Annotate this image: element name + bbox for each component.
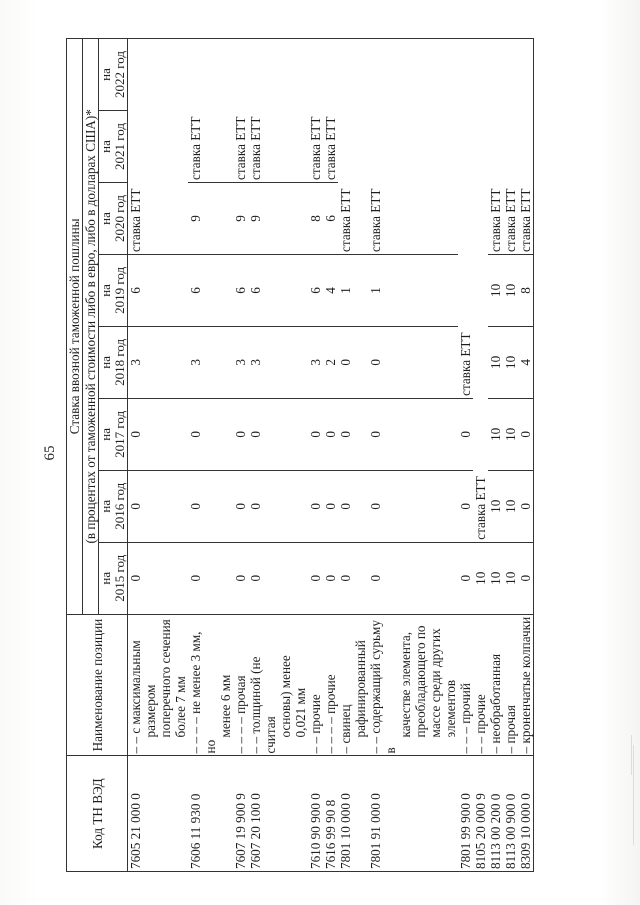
rate-cell: 6 [323,182,338,254]
rate-cell: 0 [248,542,308,614]
row-code: 7801 91 000 0 [368,756,458,872]
header-year-label: 2021 год [112,123,127,171]
rate-cell: 3 [128,326,189,398]
table-row [473,39,488,872]
header-year-label: 2017 год [112,410,127,458]
table-row [458,39,473,872]
row-name [248,614,308,756]
header-year-prefix: на [98,499,113,513]
tariff-table [66,38,534,872]
rate-cell: 10 [503,398,518,470]
rate-ett-cell: ставка ЕТТ [323,39,338,183]
table-row [128,39,189,872]
header-year-label: 2018 год [112,338,127,386]
header-year-label: 2019 год [112,266,127,314]
row-name-line: – – – – прочая [233,675,248,754]
rate-ett-cell: ставка ЕТТ [458,39,473,399]
row-code: 8113 00 200 0 [488,756,503,872]
rate-cell: 0 [308,542,323,614]
rate-cell: 10 [488,470,503,542]
rate-cell: 0 [458,542,473,614]
rate-cell: 0 [518,542,534,614]
header-year-prefix: на [98,427,113,441]
rate-cell: 10 [503,542,518,614]
row-name-line: более 7 мм [173,676,188,738]
header-code: Код ТН ВЭД [67,756,128,872]
header-year-label: 2020 год [112,194,127,242]
rate-cell: 0 [323,398,338,470]
rate-cell: 0 [518,470,534,542]
rate-cell: 0 [323,542,338,614]
rate-cell: 0 [248,470,308,542]
row-name [368,614,458,756]
header-year [99,398,128,470]
row-name-line: – – прочие [473,694,488,754]
rate-cell: 1 [368,254,458,326]
header-rate-group: Ставка ввозной таможенной пошлины [67,39,83,615]
rate-cell: 10 [473,542,488,614]
header-year [99,111,128,183]
rate-cell: 6 [248,254,308,326]
header-year [99,182,128,254]
rate-cell: 0 [338,542,368,614]
rate-cell: 9 [233,182,248,254]
row-name-line: – – с максимальным [128,640,143,754]
table-row [248,39,308,872]
rotated-document [36,34,604,872]
page-number: 65 [42,445,58,461]
row-name-line: поперечного сечения [158,619,173,738]
rate-ett-cell: ставка ЕТТ [473,39,488,543]
rate-cell: 0 [233,470,248,542]
rate-cell: 10 [488,326,503,398]
row-name [308,614,323,756]
header-year [99,254,128,326]
rate-cell: 0 [338,326,368,398]
rate-cell: 0 [368,326,458,398]
rate-cell: 8 [308,182,323,254]
table-row [518,39,534,872]
header-year-prefix: на [98,356,113,369]
row-code: 7606 11 930 0 [188,756,233,872]
row-name-line: массе среди других [428,628,443,738]
rate-ett-cell: ставка ЕТТ [233,39,248,183]
table-row [488,39,503,872]
row-name-line: качестве элемента, [398,631,413,738]
rate-cell: 6 [188,254,233,326]
binder-edge [631,735,638,775]
rate-cell: 3 [188,326,233,398]
row-name [488,614,503,756]
row-code: 7605 21 000 0 [128,756,189,872]
rate-cell: 6 [233,254,248,326]
row-name-line: преобладающего по [413,625,428,738]
rate-cell: 9 [248,182,308,254]
rate-cell: 4 [323,254,338,326]
row-name-line: – – – – не менее 3 мм, но [188,631,218,754]
row-name [233,614,248,756]
rate-cell: 0 [188,398,233,470]
header-year-label: 2022 год [112,51,127,99]
row-name-line: размером [143,684,158,738]
row-code: 7610 90 900 0 [308,756,323,872]
rate-cell: 0 [308,398,323,470]
rate-cell: 3 [233,326,248,398]
table-row [233,39,248,872]
row-name [473,614,488,756]
rate-cell: 10 [488,542,503,614]
rate-cell: 3 [308,326,323,398]
header-year [99,470,128,542]
row-code: 8113 00 900 0 [503,756,518,872]
rate-cell: 0 [128,398,189,470]
header-year-prefix: на [98,140,113,153]
rate-cell: 0 [128,470,189,542]
rate-ett-cell: ставка ЕТТ [188,39,233,183]
row-name [338,614,368,756]
rate-ett-cell: ставка ЕТТ [308,39,323,183]
rate-cell: 10 [488,254,503,326]
rate-cell: 6 [308,254,323,326]
header-year-label: 2015 год [112,554,127,602]
row-name-line: – – содержащий сурьму в [368,620,398,754]
row-name-line: – прочая [503,705,518,754]
row-code: 7801 99 900 0 [458,756,473,872]
rate-cell: 0 [188,542,233,614]
row-name-line: элементов [443,679,458,738]
header-year-prefix: на [98,571,113,585]
table-row [188,39,233,872]
row-name-line: – свинец [338,704,353,754]
rate-cell: 0 [323,470,338,542]
table-row [308,39,323,872]
rate-cell: 9 [188,182,233,254]
row-name-line: – – толщиной (не считая [248,656,278,754]
rate-ett-cell: ставка ЕТТ [503,39,518,255]
table-row [338,39,368,872]
rate-cell: 0 [368,542,458,614]
rate-ett-cell: ставка ЕТТ [488,39,503,255]
row-name [518,614,534,756]
header-year-prefix: на [98,68,113,81]
rate-cell: 0 [338,470,368,542]
row-name [188,614,233,756]
rate-cell: 0 [128,542,189,614]
row-code: 8105 20 000 9 [473,756,488,872]
rate-ett-cell: ставка ЕТТ [368,39,458,255]
row-name-line: – – – прочий [458,683,473,754]
rate-ett-cell: ставка ЕТТ [248,39,308,183]
rate-cell: 0 [248,398,308,470]
rate-cell: 0 [518,398,534,470]
rate-cell: 0 [308,470,323,542]
header-year [99,326,128,398]
rate-cell: 2 [323,326,338,398]
header-year-prefix: на [98,284,113,297]
row-name-line: – – прочие [308,694,323,754]
header-rate-unit: (в процентах от таможенной стоимости либо в евро, либо в долларах США)* [83,39,99,615]
rate-cell: 10 [503,326,518,398]
header-name: Наименование позиции [67,614,128,756]
table-row [323,39,338,872]
row-name-line: – – – – прочие [323,674,338,754]
row-name-line: – кроненчатые колпачки [518,616,533,754]
row-name [458,614,473,756]
row-code: 7607 20 100 0 [248,756,308,872]
rate-cell: 0 [368,470,458,542]
row-name [128,614,189,756]
row-code: 7801 10 000 0 [338,756,368,872]
row-name-line: основы) менее [278,655,293,738]
rate-cell: 1 [338,254,368,326]
row-code: 7616 99 90 8 [323,756,338,872]
row-name-line: рафинированный [353,640,368,738]
rate-ett-cell: ставка ЕТТ [338,39,368,255]
header-year [99,39,128,111]
rate-cell: 6 [128,254,189,326]
rate-cell: 0 [338,398,368,470]
row-name [323,614,338,756]
rate-cell: 0 [458,470,473,542]
table-row [503,39,518,872]
row-name [503,614,518,756]
rate-cell: 10 [503,254,518,326]
row-name-line: 0,021 мм [293,687,308,738]
rate-cell: 3 [248,326,308,398]
rate-cell: 0 [188,470,233,542]
header-year [99,542,128,614]
rate-ett-cell: ставка ЕТТ [518,39,534,255]
rate-cell: 0 [368,398,458,470]
row-name-line: – необработанная [488,653,503,754]
rate-ett-cell: ставка ЕТТ [128,39,189,255]
header-year-label: 2016 год [112,482,127,530]
row-name-line: менее 6 мм [218,674,233,738]
rate-cell: 10 [503,470,518,542]
rate-cell: 4 [518,326,534,398]
row-code: 7607 19 900 9 [233,756,248,872]
rate-cell: 8 [518,254,534,326]
rate-cell: 0 [233,542,248,614]
header-year-prefix: на [98,212,113,225]
row-code: 8309 10 000 0 [518,756,534,872]
rate-cell: 10 [488,398,503,470]
rate-cell: 0 [458,398,473,470]
table-row [368,39,458,872]
rate-cell: 0 [233,398,248,470]
